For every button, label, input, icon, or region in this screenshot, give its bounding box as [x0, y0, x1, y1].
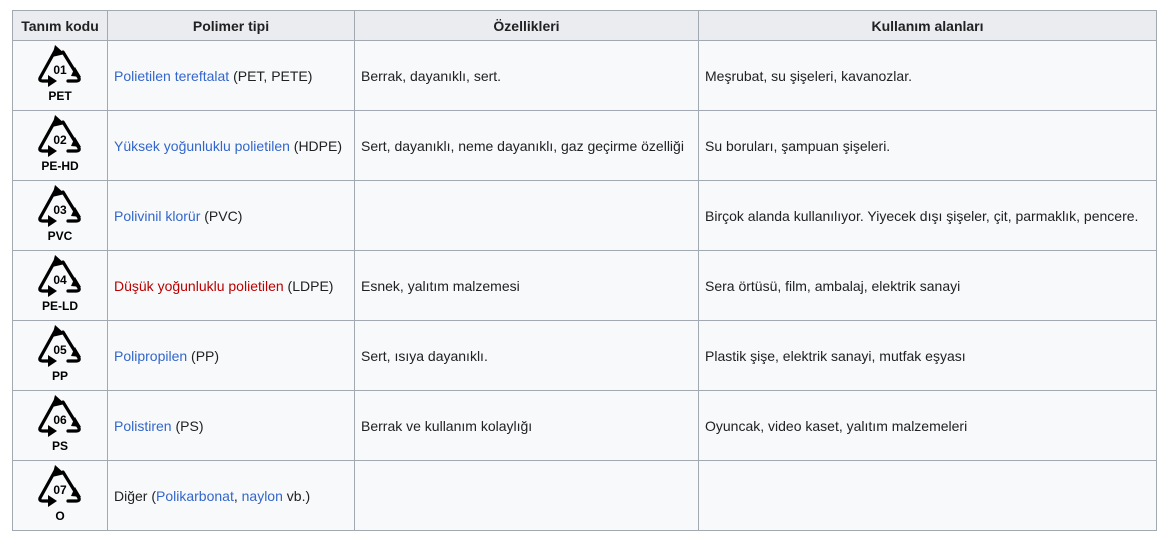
table-row — [13, 461, 1157, 531]
resin-code-number: 06 — [53, 412, 67, 427]
polymer-abbreviation: (HDPE) — [289, 137, 343, 154]
header-row — [13, 11, 1157, 41]
properties-cell — [355, 181, 699, 251]
table-row — [13, 181, 1157, 251]
usage-cell — [699, 461, 1157, 531]
polymer-type-cell — [108, 321, 355, 391]
polymer-abbreviation: (PVC) — [200, 207, 243, 224]
polymer-link[interactable]: Polipropilen — [114, 347, 188, 364]
polymer-type-cell — [108, 111, 355, 181]
resin-code-label: PP — [51, 368, 69, 383]
code-cell — [13, 461, 108, 531]
resin-code-label: O — [55, 508, 65, 523]
resin-code-label: PS — [51, 438, 69, 453]
usage-cell: Birçok alanda kullanılıyor. Yiyecek dışı şişeler, çit, parmaklık, pencere. — [699, 181, 1157, 251]
table-row — [13, 321, 1157, 391]
recycling-triangle-icon — [35, 324, 85, 388]
recycling-triangle-icon — [35, 114, 85, 178]
recycling-triangle-icon — [35, 254, 85, 318]
resin-code-number: 03 — [53, 202, 67, 217]
polymer-abbreviation: (LDPE) — [283, 277, 334, 294]
table-row — [13, 111, 1157, 181]
polymer-type-cell — [108, 251, 355, 321]
polymer-type-cell — [108, 41, 355, 111]
header-polymer-type: Polimer tipi — [108, 11, 355, 41]
polymer-type-cell — [108, 391, 355, 461]
polymer-abbreviation: (PET, PETE) — [229, 67, 313, 84]
polymer-link[interactable]: Yüksek yoğunluklu polietilen — [114, 137, 290, 154]
code-cell — [13, 181, 108, 251]
usage-cell: Plastik şişe, elektrik sanayi, mutfak eşyası — [699, 321, 1157, 391]
resin-code-label: PE-LD — [42, 298, 78, 313]
code-cell — [13, 321, 108, 391]
polymer-abbreviation: (PP) — [187, 347, 220, 364]
polymer-link[interactable]: Düşük yoğunluklu polietilen — [114, 277, 284, 294]
resin-code-label: PET — [48, 88, 72, 103]
plastic-codes-table — [12, 10, 1157, 531]
table-row — [13, 391, 1157, 461]
code-cell — [13, 41, 108, 111]
polymer-type-suffix: vb.) — [282, 487, 311, 504]
recycling-triangle-icon — [35, 44, 85, 108]
properties-cell: Esnek, yalıtım malzemesi — [355, 251, 699, 321]
header-code: Tanım kodu — [13, 11, 108, 41]
resin-code-label: PE-HD — [41, 158, 79, 173]
polymer-link[interactable]: Polikarbonat — [156, 487, 234, 504]
polymer-type-cell — [108, 181, 355, 251]
polymer-type-cell — [108, 461, 355, 531]
resin-code-number: 05 — [53, 342, 67, 357]
resin-code-number: 01 — [53, 62, 67, 77]
recycling-triangle-icon — [35, 394, 85, 458]
separator: , — [233, 487, 242, 504]
properties-cell: Sert, ısıya dayanıklı. — [355, 321, 699, 391]
polymer-link[interactable]: Polivinil klorür — [114, 207, 201, 224]
resin-code-number: 04 — [53, 272, 67, 287]
usage-cell: Meşrubat, su şişeleri, kavanozlar. — [699, 41, 1157, 111]
table-row — [13, 41, 1157, 111]
polymer-type-prefix: Diğer ( — [114, 487, 157, 504]
polymer-abbreviation: (PS) — [171, 417, 204, 434]
table-row — [13, 251, 1157, 321]
polymer-link[interactable]: naylon — [241, 487, 283, 504]
properties-cell — [355, 461, 699, 531]
code-cell — [13, 251, 108, 321]
usage-cell: Oyuncak, video kaset, yalıtım malzemeleri — [699, 391, 1157, 461]
resin-code-number: 07 — [53, 482, 67, 497]
header-usage: Kullanım alanları — [699, 11, 1157, 41]
recycling-triangle-icon — [35, 464, 85, 528]
recycling-triangle-icon — [35, 184, 85, 248]
properties-cell: Sert, dayanıklı, neme dayanıklı, gaz geçirme özelliği — [355, 111, 699, 181]
resin-code-number: 02 — [53, 132, 67, 147]
polymer-link[interactable]: Polietilen tereftalat — [114, 67, 230, 84]
resin-code-label: PVC — [47, 228, 73, 243]
usage-cell: Sera örtüsü, film, ambalaj, elektrik sanayi — [699, 251, 1157, 321]
polymer-link[interactable]: Polistiren — [114, 417, 172, 434]
usage-cell: Su boruları, şampuan şişeleri. — [699, 111, 1157, 181]
properties-cell: Berrak, dayanıklı, sert. — [355, 41, 699, 111]
code-cell — [13, 391, 108, 461]
header-properties: Özellikleri — [355, 11, 699, 41]
code-cell — [13, 111, 108, 181]
properties-cell: Berrak ve kullanım kolaylığı — [355, 391, 699, 461]
